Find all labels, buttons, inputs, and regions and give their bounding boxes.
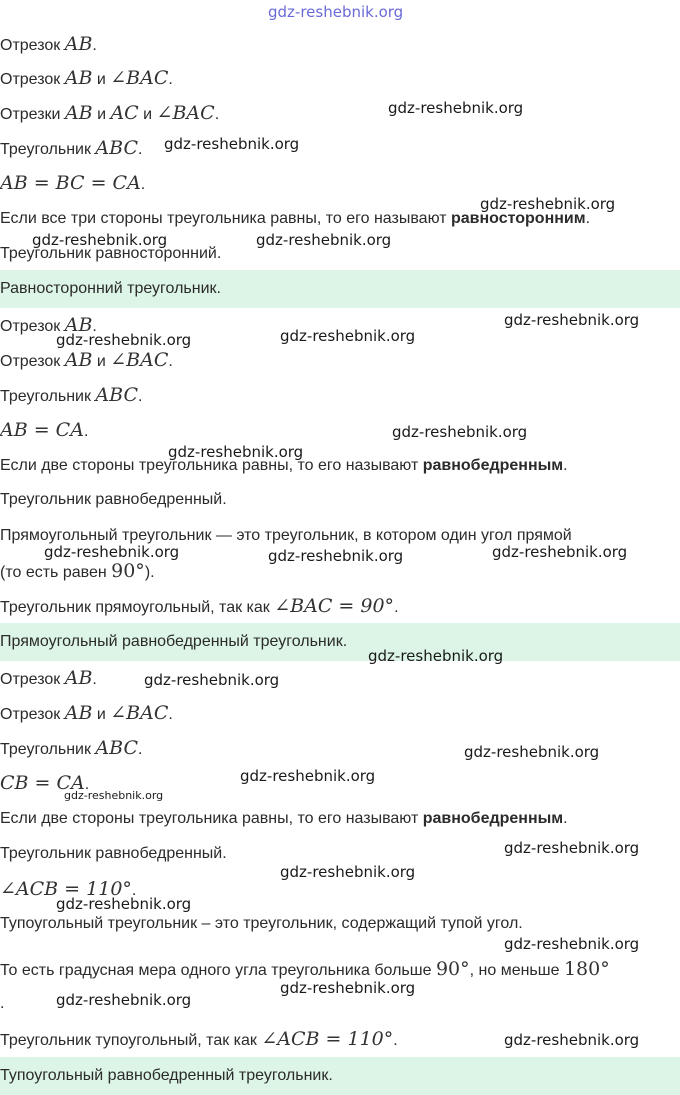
math-line: CB = CA. bbox=[0, 772, 90, 794]
term-bold: равносторонним bbox=[451, 210, 586, 227]
watermark: gdz-reshebnik.org bbox=[56, 331, 192, 349]
definition-line: Прямоугольный треугольник — это треугольник, в котором один угол прямой bbox=[0, 527, 572, 544]
answer-band: Тупоугольный равнобедренный треугольник. bbox=[0, 1057, 680, 1095]
definition-line: Если все три стороны треугольника равны, то его называют равносторонним. bbox=[0, 210, 591, 227]
watermark: gdz-reshebnik.org bbox=[168, 443, 304, 461]
text-line: Отрезок AB и ∠BAC. bbox=[0, 349, 173, 371]
answer-band: Прямоугольный равнобедренный треугольник. bbox=[0, 623, 680, 661]
text-line: То есть градусная мера одного угла треугольника больше 90°, но меньше 180° bbox=[0, 958, 610, 980]
watermark: gdz-reshebnik.org bbox=[504, 1031, 640, 1049]
watermark: gdz-reshebnik.org bbox=[240, 767, 376, 785]
watermark: gdz-reshebnik.org bbox=[44, 543, 180, 561]
watermark: gdz-reshebnik.org bbox=[56, 895, 192, 913]
watermark: gdz-reshebnik.org bbox=[144, 671, 280, 689]
watermark: gdz-reshebnik.org bbox=[164, 135, 300, 153]
text-line: (то есть равен 90°). bbox=[0, 560, 155, 582]
answer-band: Равносторонний треугольник. bbox=[0, 270, 680, 308]
watermark-top: gdz-reshebnik.org bbox=[268, 3, 404, 21]
watermark: gdz-reshebnik.org bbox=[280, 979, 416, 997]
watermark: gdz-reshebnik.org bbox=[32, 231, 168, 249]
watermark: gdz-reshebnik.org bbox=[392, 423, 528, 441]
text-line: Отрезок AB. bbox=[0, 33, 97, 55]
watermark: gdz-reshebnik.org bbox=[388, 99, 524, 117]
text-line: Треугольник прямоугольный, так как ∠BAC = 90°. bbox=[0, 595, 399, 617]
watermark: gdz-reshebnik.org bbox=[56, 991, 192, 1009]
text-line: Отрезки AB и AC и ∠BAC. bbox=[0, 102, 220, 124]
watermark: gdz-reshebnik.org bbox=[504, 311, 640, 329]
watermark: gdz-reshebnik.org bbox=[64, 789, 164, 802]
watermark: gdz-reshebnik.org bbox=[504, 839, 640, 857]
watermark: gdz-reshebnik.org bbox=[280, 863, 416, 881]
text-line: Треугольник равносторонний. bbox=[0, 245, 222, 262]
text-line: Треугольник ABC. bbox=[0, 384, 143, 406]
watermark: gdz-reshebnik.org bbox=[368, 647, 504, 665]
watermark: gdz-reshebnik.org bbox=[256, 231, 392, 249]
text-line: Отрезок AB. bbox=[0, 667, 97, 689]
text-line: Отрезок AB и ∠BAC. bbox=[0, 702, 173, 724]
watermark: gdz-reshebnik.org bbox=[504, 935, 640, 953]
text-line: Треугольник равнобедренный. bbox=[0, 845, 227, 862]
watermark: gdz-reshebnik.org bbox=[464, 743, 600, 761]
watermark: gdz-reshebnik.org bbox=[492, 543, 628, 561]
watermark: gdz-reshebnik.org bbox=[280, 327, 416, 345]
text-line: Треугольник равнобедренный. bbox=[0, 491, 227, 508]
math-line: AB = BC = CA. bbox=[0, 172, 146, 194]
text-line: Отрезок AB. bbox=[0, 314, 97, 336]
text-line: Отрезок AB и ∠BAC. bbox=[0, 67, 173, 89]
definition-line: Тупоугольный треугольник – это треугольник, содержащий тупой угол. bbox=[0, 915, 523, 932]
watermark: gdz-reshebnik.org bbox=[480, 195, 616, 213]
term-bold: равнобедренным bbox=[422, 810, 564, 827]
definition-line: Если две стороны треугольника равны, то его называют равнобедренным. bbox=[0, 457, 568, 474]
term-bold: равнобедренным bbox=[422, 457, 564, 474]
text-line: . bbox=[0, 995, 5, 1012]
definition-line: Если две стороны треугольника равны, то его называют равнобедренным. bbox=[0, 810, 568, 827]
text-line: Треугольник ABC. bbox=[0, 737, 143, 759]
math-line: ∠ACB = 110°. bbox=[0, 878, 137, 900]
text-line: Треугольник ABC. bbox=[0, 137, 143, 159]
watermark: gdz-reshebnik.org bbox=[268, 547, 404, 565]
math-line: AB = CA. bbox=[0, 419, 89, 441]
text-line: Треугольник тупоугольный, так как ∠ACB = 110°. bbox=[0, 1028, 398, 1050]
